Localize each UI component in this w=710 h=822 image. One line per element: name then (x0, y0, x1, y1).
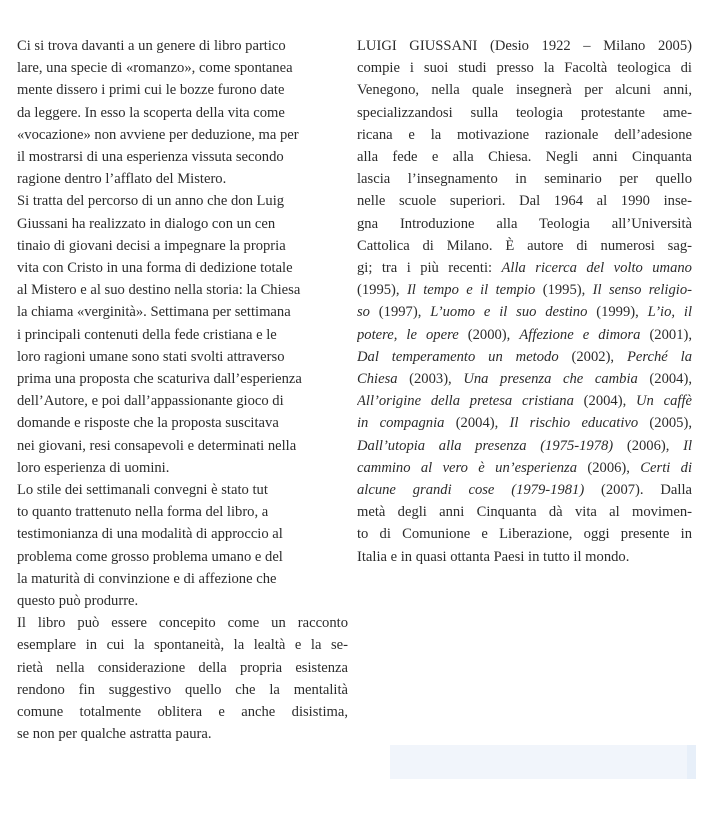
faded-edge (687, 745, 696, 779)
synopsis-line: da leggere. In esso la scoperta della vita come (17, 104, 285, 121)
bio-text: (2006), (613, 437, 684, 454)
synopsis-line: rendono fin suggestivo quello che la mentalità (17, 681, 348, 698)
synopsis-column (17, 35, 348, 746)
synopsis-line: comune totalmente oblitera e anche disistima, (17, 704, 348, 721)
bio-text: ricana e la motivazione razionale dell’adesione (357, 126, 692, 143)
synopsis-line: rietà nella considerazione della propria esistenza (17, 659, 348, 676)
bio-line (357, 279, 692, 301)
bio-line (357, 213, 692, 235)
bio-line (357, 479, 692, 501)
synopsis-line: testimonianza di una modalità di approccio al (17, 526, 283, 543)
synopsis-line: tinaio di giovani decisi a impegnare la propria (17, 237, 286, 254)
bio-line (357, 190, 692, 212)
bio-text: (1999), (587, 304, 648, 321)
synopsis-line: Lo stile dei settimanali convegni è stato tut (17, 482, 268, 499)
synopsis-line: questo può produrre. (17, 593, 139, 610)
book-title-text: Dall’utopia alla presenza (1975-1978) (357, 437, 614, 454)
bio-text: Italia e in quasi ottanta Paesi in tutto il mondo. (357, 548, 630, 565)
synopsis-line: Si tratta del percorso di un anno che don Luig (17, 193, 285, 210)
book-title-text: Il (683, 437, 692, 454)
synopsis-line: esemplare in cui la spontaneità, la lealtà e la se- (17, 637, 348, 654)
book-title-text: Il tempo e il tempio (406, 282, 536, 299)
bio-text: Venegono, nella quale insegnerà per alcuni anni, (357, 82, 692, 99)
bio-text: lascia l’insegnamento in seminario per quello (357, 171, 692, 188)
bio-line (357, 257, 692, 279)
synopsis-line: la chiama «verginità». Settimana per settimana (17, 304, 291, 321)
bio-line (357, 301, 692, 323)
bio-line (357, 368, 692, 390)
bio-line (357, 57, 692, 79)
synopsis-line: domande e risposte che la proposta suscitava (17, 415, 279, 432)
bio-text: (2002), (558, 348, 627, 365)
synopsis-line: ragione dentro l’afflato del Mistero. (17, 171, 227, 188)
book-title-text: Un caffè (636, 393, 692, 410)
book-title-text: potere, le opere (357, 326, 459, 343)
bio-line (357, 168, 692, 190)
bio-text: (1995), (357, 282, 407, 299)
bio-line (357, 79, 692, 101)
bio-text: gi; tra i più recenti: (357, 260, 502, 277)
bio-text: (1997), (369, 304, 431, 321)
bio-text: (2007). Dalla (584, 482, 692, 499)
bio-line (357, 412, 692, 434)
bio-text: (2005), (638, 415, 692, 432)
bio-text: specializzandosi sulla teologia protestante ame- (357, 104, 692, 121)
bio-line (357, 235, 692, 257)
book-title-text: Affezione e dimora (519, 326, 641, 343)
synopsis-line: i principali contenuti della fede cristiana e le (17, 326, 277, 343)
bio-line (357, 546, 692, 568)
author-bio-column (357, 35, 692, 568)
book-title-text: so (357, 304, 370, 321)
synopsis-line: «vocazione» non avviene per deduzione, ma per (17, 126, 299, 143)
book-title-text: cammino al vero è un’esperienza (357, 459, 578, 476)
bio-text: (2000), (458, 326, 520, 343)
bio-text: nelle scuole superiori. Dal 1964 al 1990 inse- (357, 193, 692, 210)
bio-text: compie i suoi studi presso la Facoltà teologica di (357, 60, 692, 77)
bio-line (357, 102, 692, 124)
synopsis-line: problema come grosso problema umano e del (17, 548, 283, 565)
bio-line (357, 35, 692, 57)
bio-text: Cattolica di Milano. È autore di numerosi sag- (357, 237, 692, 254)
book-title-text: Perché la (626, 348, 692, 365)
bio-line (357, 435, 692, 457)
bio-text: (1995), (535, 282, 593, 299)
bio-text: (2004), (637, 371, 692, 388)
book-title-text: in compagnia (357, 415, 445, 432)
book-title-text: alcune grandi cose (1979-1981) (357, 482, 585, 499)
synopsis-line: al Mistero e al suo destino nella storia: la Chiesa (17, 282, 301, 299)
bio-text: (2001), (640, 326, 692, 343)
synopsis-line: lare, una specie di «romanzo», come spontanea (17, 60, 293, 77)
synopsis-line: mente dissero i primi cui le bozze furono date (17, 82, 285, 99)
synopsis-line: Il libro può essere concepito come un racconto (17, 615, 348, 632)
synopsis-line: dell’Autore, e poi dall’appassionante gioco di (17, 393, 284, 410)
bio-line (357, 390, 692, 412)
synopsis-line: nei giovani, resi consapevoli e determinati nella (17, 437, 297, 454)
bio-text: (2003), (397, 371, 464, 388)
book-title-text: L’io, il (647, 304, 692, 321)
book-title-text: L’uomo e il suo destino (430, 304, 588, 321)
synopsis-line: prima una proposta che scaturiva dall’esperienza (17, 371, 302, 388)
book-title-text: Certi di (640, 459, 692, 476)
bio-line (357, 324, 692, 346)
bio-text: (2004), (573, 393, 636, 410)
synopsis-line: se non per qualche astratta paura. (17, 726, 212, 743)
synopsis-line: to quanto trattenuto nella forma del libro, a (17, 504, 269, 521)
bio-text: LUIGI GIUSSANI (Desio 1922 – Milano 2005) (357, 38, 692, 54)
bio-text: to di Comunione e Liberazione, oggi presente in (357, 526, 692, 543)
synopsis-line: vita con Cristo in una forma di dedizione totale (17, 260, 293, 277)
book-title-text: All’origine della pretesa cristiana (357, 393, 574, 410)
bio-text: (2006), (577, 459, 641, 476)
book-title-text: Il senso religio- (592, 282, 692, 299)
bio-text: alla fede e alla Chiesa. Negli anni Cinquanta (357, 149, 692, 166)
bio-text: (2004), (444, 415, 510, 432)
synopsis-line: loro ragioni umane sono stati svolti attraverso (17, 348, 285, 365)
bio-line (357, 146, 692, 168)
bio-line (357, 523, 692, 545)
bio-line (357, 457, 692, 479)
book-title-text: Il rischio educativo (509, 415, 639, 432)
synopsis-line: Giussani ha realizzato in dialogo con un cen (17, 215, 276, 232)
bio-line (357, 346, 692, 368)
synopsis-line: la maturità di convinzione e di affezione che (17, 570, 277, 587)
synopsis-line: Ci si trova davanti a un genere di libro partico (17, 38, 286, 54)
bio-text: gna Introduzione alla Teologia all’Università (357, 215, 692, 232)
synopsis-line: loro esperienza di uomini. (17, 459, 170, 476)
book-title-text: Chiesa (357, 371, 398, 388)
bio-line (357, 501, 692, 523)
book-title-text: Alla ricerca del volto umano (501, 260, 692, 277)
book-title-text: Una presenza che cambia (463, 371, 638, 388)
book-title-text: Dal temperamento un metodo (357, 348, 559, 365)
bio-line (357, 124, 692, 146)
faded-area (390, 745, 696, 779)
bio-text: metà degli anni Cinquanta dà vita al movimen- (357, 504, 692, 521)
synopsis-line: il mostrarsi di una esperienza vissuta secondo (17, 149, 284, 166)
